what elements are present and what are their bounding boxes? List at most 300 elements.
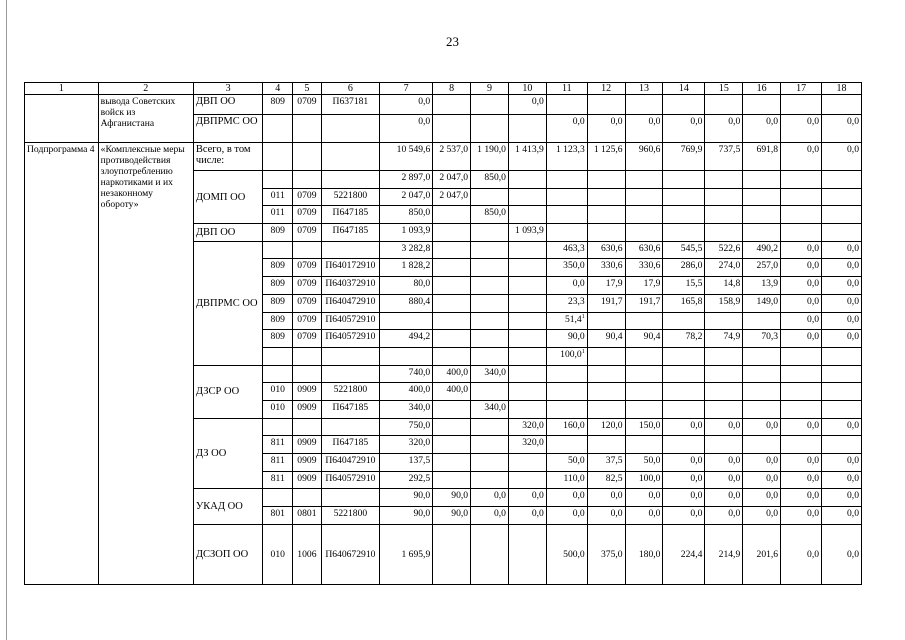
value-cell: 850,0 bbox=[471, 206, 509, 224]
code-cell bbox=[321, 171, 379, 189]
value-cell bbox=[587, 383, 625, 401]
value-cell: 0,0 bbox=[781, 277, 822, 295]
code-cell: 0709 bbox=[293, 206, 322, 224]
code-cell: 5221800 bbox=[321, 383, 379, 401]
value-cell: 150,0 bbox=[625, 418, 663, 436]
value-cell bbox=[508, 115, 546, 143]
value-cell: 0,0 bbox=[587, 115, 625, 143]
value-cell: 0,0 bbox=[781, 241, 822, 259]
empty-cell bbox=[25, 95, 99, 143]
value-cell: 100,0$^1$ bbox=[546, 347, 587, 365]
value-cell: 0,0 bbox=[781, 312, 822, 330]
column-header: 13 bbox=[625, 83, 663, 95]
value-cell: 286,0 bbox=[663, 259, 705, 277]
value-cell bbox=[471, 188, 509, 206]
executor-cell: Всего, в том числе: bbox=[193, 143, 263, 171]
code-cell: 0709 bbox=[293, 330, 322, 348]
value-cell: 320,0 bbox=[508, 436, 546, 454]
value-cell: 0,0 bbox=[663, 454, 705, 472]
value-cell bbox=[587, 365, 625, 383]
value-cell bbox=[822, 95, 862, 115]
code-cell: 0801 bbox=[293, 507, 322, 525]
value-cell bbox=[587, 312, 625, 330]
code-cell: П647185 bbox=[321, 400, 379, 418]
code-cell bbox=[263, 171, 293, 189]
value-cell bbox=[546, 365, 587, 383]
value-cell: 0,0 bbox=[663, 115, 705, 143]
value-cell: 90,0 bbox=[433, 507, 471, 525]
value-cell bbox=[625, 206, 663, 224]
value-cell: 0,0 bbox=[546, 507, 587, 525]
value-cell bbox=[822, 206, 862, 224]
value-cell bbox=[743, 347, 781, 365]
code-cell bbox=[293, 171, 322, 189]
value-cell bbox=[781, 347, 822, 365]
code-cell bbox=[293, 418, 322, 436]
column-header: 5 bbox=[293, 83, 322, 95]
value-cell: 0,0 bbox=[822, 507, 862, 525]
table-row bbox=[25, 143, 862, 171]
code-cell: 801 bbox=[263, 507, 293, 525]
value-cell bbox=[508, 188, 546, 206]
value-cell: 90,0 bbox=[380, 507, 433, 525]
value-cell: 0,0 bbox=[822, 259, 862, 277]
value-cell bbox=[781, 171, 822, 189]
value-cell: 10 549,6 bbox=[380, 143, 433, 171]
value-cell: 0,0 bbox=[705, 454, 743, 472]
value-cell bbox=[471, 277, 509, 295]
value-cell bbox=[625, 365, 663, 383]
value-cell: 330,6 bbox=[587, 259, 625, 277]
value-cell: 78,2 bbox=[663, 330, 705, 348]
value-cell bbox=[471, 224, 509, 242]
value-cell bbox=[625, 224, 663, 242]
value-cell: 23,3 bbox=[546, 294, 587, 312]
code-cell: П640672910 bbox=[321, 524, 379, 584]
code-cell bbox=[293, 489, 322, 507]
value-cell bbox=[705, 95, 743, 115]
value-cell bbox=[705, 383, 743, 401]
value-cell bbox=[625, 171, 663, 189]
value-cell bbox=[587, 188, 625, 206]
code-cell: 0709 bbox=[293, 224, 322, 242]
value-cell: 0,0 bbox=[471, 507, 509, 525]
value-cell: 0,0 bbox=[822, 312, 862, 330]
value-cell: 0,0 bbox=[508, 489, 546, 507]
value-cell bbox=[433, 95, 471, 115]
value-cell: 90,0 bbox=[546, 330, 587, 348]
value-cell bbox=[546, 95, 587, 115]
value-cell: 1 125,6 bbox=[587, 143, 625, 171]
value-cell bbox=[508, 277, 546, 295]
value-cell bbox=[781, 188, 822, 206]
value-cell: 180,0 bbox=[625, 524, 663, 584]
code-cell: 0909 bbox=[293, 471, 322, 489]
value-cell: 50,0 bbox=[625, 454, 663, 472]
value-cell: 330,6 bbox=[625, 259, 663, 277]
code-cell: 0909 bbox=[293, 383, 322, 401]
code-cell bbox=[321, 347, 379, 365]
value-cell: 0,0 bbox=[663, 489, 705, 507]
value-cell bbox=[433, 330, 471, 348]
value-cell bbox=[822, 436, 862, 454]
executor-cell: ДВП ОО bbox=[193, 224, 263, 242]
value-cell bbox=[705, 400, 743, 418]
table-row bbox=[25, 95, 862, 115]
code-cell: П640572910 bbox=[321, 330, 379, 348]
value-cell bbox=[433, 347, 471, 365]
value-cell: 522,6 bbox=[705, 241, 743, 259]
value-cell bbox=[743, 365, 781, 383]
code-cell: 0709 bbox=[293, 259, 322, 277]
value-cell bbox=[471, 347, 509, 365]
value-cell bbox=[822, 400, 862, 418]
value-cell bbox=[433, 471, 471, 489]
value-cell: 0,0 bbox=[663, 471, 705, 489]
value-cell bbox=[663, 383, 705, 401]
value-cell bbox=[663, 171, 705, 189]
value-cell bbox=[433, 241, 471, 259]
value-cell: 0,0 bbox=[781, 115, 822, 143]
value-cell: 0,0 bbox=[471, 489, 509, 507]
value-cell: 0,0 bbox=[822, 241, 862, 259]
subprogram-name: «Комплексные меры противодействия злоупотреблению наркотиками и их незаконному обороту» bbox=[98, 143, 193, 585]
value-cell bbox=[380, 347, 433, 365]
value-cell bbox=[743, 312, 781, 330]
value-cell: 149,0 bbox=[743, 294, 781, 312]
executor-cell: ДЗ ОО bbox=[193, 418, 263, 489]
value-cell bbox=[781, 383, 822, 401]
value-cell: 0,0 bbox=[822, 454, 862, 472]
value-cell bbox=[433, 400, 471, 418]
value-cell: 0,0 bbox=[743, 471, 781, 489]
value-cell bbox=[546, 400, 587, 418]
value-cell: 320,0 bbox=[380, 436, 433, 454]
value-cell: 100,0 bbox=[625, 471, 663, 489]
code-cell: 0709 bbox=[293, 277, 322, 295]
value-cell: 3 282,8 bbox=[380, 241, 433, 259]
value-cell: 0,0 bbox=[822, 294, 862, 312]
code-cell bbox=[293, 347, 322, 365]
value-cell bbox=[781, 224, 822, 242]
value-cell: 2 047,0 bbox=[380, 188, 433, 206]
value-cell bbox=[433, 312, 471, 330]
executor-cell: УКАД ОО bbox=[193, 489, 263, 524]
code-cell bbox=[263, 115, 293, 143]
value-cell bbox=[705, 436, 743, 454]
code-cell: П640172910 bbox=[321, 259, 379, 277]
value-cell bbox=[625, 347, 663, 365]
value-cell bbox=[743, 206, 781, 224]
value-cell bbox=[471, 454, 509, 472]
value-cell: 375,0 bbox=[587, 524, 625, 584]
column-header: 16 bbox=[743, 83, 781, 95]
value-cell bbox=[663, 206, 705, 224]
value-cell: 0,0 bbox=[781, 294, 822, 312]
value-cell: 0,0 bbox=[822, 418, 862, 436]
value-cell bbox=[471, 436, 509, 454]
code-cell bbox=[263, 143, 293, 171]
value-cell: 201,6 bbox=[743, 524, 781, 584]
value-cell: 0,0 bbox=[705, 115, 743, 143]
value-cell bbox=[471, 115, 509, 143]
code-cell bbox=[293, 115, 322, 143]
value-cell: 224,4 bbox=[663, 524, 705, 584]
code-cell: 0709 bbox=[293, 294, 322, 312]
column-header: 15 bbox=[705, 83, 743, 95]
value-cell: 630,6 bbox=[625, 241, 663, 259]
value-cell: 500,0 bbox=[546, 524, 587, 584]
value-cell: 0,0 bbox=[822, 489, 862, 507]
value-cell: 90,0 bbox=[433, 489, 471, 507]
value-cell bbox=[663, 347, 705, 365]
value-cell: 0,0 bbox=[380, 115, 433, 143]
value-cell: 0,0 bbox=[663, 418, 705, 436]
value-cell: 50,0 bbox=[546, 454, 587, 472]
value-cell: 1 413,9 bbox=[508, 143, 546, 171]
value-cell bbox=[546, 224, 587, 242]
value-cell: 51,4$^1$ bbox=[546, 312, 587, 330]
value-cell: 14,8 bbox=[705, 277, 743, 295]
value-cell: 17,9 bbox=[587, 277, 625, 295]
footnote-marker: 1 bbox=[581, 348, 585, 355]
value-cell bbox=[705, 312, 743, 330]
value-cell: 37,5 bbox=[587, 454, 625, 472]
page-number: 23 bbox=[446, 34, 459, 49]
value-cell: 191,7 bbox=[625, 294, 663, 312]
value-cell bbox=[743, 171, 781, 189]
code-cell: 809 bbox=[263, 294, 293, 312]
value-cell bbox=[546, 383, 587, 401]
value-cell: 257,0 bbox=[743, 259, 781, 277]
value-cell bbox=[433, 206, 471, 224]
value-cell: 630,6 bbox=[587, 241, 625, 259]
code-cell: П640472910 bbox=[321, 294, 379, 312]
value-cell: 0,0 bbox=[781, 507, 822, 525]
value-cell bbox=[508, 171, 546, 189]
value-cell: 2 897,0 bbox=[380, 171, 433, 189]
column-header: 9 bbox=[471, 83, 509, 95]
value-cell bbox=[663, 95, 705, 115]
code-cell: П640372910 bbox=[321, 277, 379, 295]
value-cell bbox=[471, 241, 509, 259]
value-cell: 0,0 bbox=[822, 471, 862, 489]
value-cell bbox=[508, 471, 546, 489]
value-cell: 340,0 bbox=[471, 400, 509, 418]
value-cell: 0,0 bbox=[781, 259, 822, 277]
executor-cell: ДСЗОП ОО bbox=[193, 524, 263, 584]
value-cell: 90,0 bbox=[380, 489, 433, 507]
value-cell bbox=[822, 224, 862, 242]
code-cell: 5221800 bbox=[321, 188, 379, 206]
value-cell bbox=[663, 224, 705, 242]
value-cell: 400,0 bbox=[433, 383, 471, 401]
value-cell: 158,9 bbox=[705, 294, 743, 312]
value-cell bbox=[508, 400, 546, 418]
value-cell: 545,5 bbox=[663, 241, 705, 259]
value-cell: 340,0 bbox=[471, 365, 509, 383]
value-cell: 350,0 bbox=[546, 259, 587, 277]
executor-cell: ДВПРМС ОО bbox=[193, 115, 263, 143]
value-cell: 2 047,0 bbox=[433, 188, 471, 206]
code-cell: 010 bbox=[263, 524, 293, 584]
value-cell bbox=[705, 224, 743, 242]
code-cell: 0709 bbox=[293, 188, 322, 206]
value-cell: 0,0 bbox=[625, 115, 663, 143]
executor-cell: ДОМП ОО bbox=[193, 171, 263, 224]
column-header: 7 bbox=[380, 83, 433, 95]
value-cell bbox=[587, 436, 625, 454]
value-cell bbox=[587, 347, 625, 365]
value-cell: 0,0 bbox=[781, 330, 822, 348]
code-cell bbox=[263, 241, 293, 259]
value-cell: 0,0 bbox=[743, 115, 781, 143]
header-row bbox=[25, 83, 862, 95]
code-cell: 811 bbox=[263, 471, 293, 489]
value-cell bbox=[508, 312, 546, 330]
column-header: 18 bbox=[822, 83, 862, 95]
value-cell: 320,0 bbox=[508, 418, 546, 436]
value-cell: 0,0 bbox=[743, 418, 781, 436]
value-cell bbox=[508, 259, 546, 277]
code-cell bbox=[321, 143, 379, 171]
value-cell bbox=[471, 259, 509, 277]
code-cell bbox=[321, 241, 379, 259]
value-cell: 490,2 bbox=[743, 241, 781, 259]
code-cell bbox=[321, 115, 379, 143]
value-cell bbox=[822, 347, 862, 365]
value-cell: 90,4 bbox=[625, 330, 663, 348]
value-cell: 0,0 bbox=[743, 507, 781, 525]
value-cell: 750,0 bbox=[380, 418, 433, 436]
column-header: 6 bbox=[321, 83, 379, 95]
value-cell bbox=[508, 294, 546, 312]
value-cell: 274,0 bbox=[705, 259, 743, 277]
code-cell: 011 bbox=[263, 206, 293, 224]
value-cell: 137,5 bbox=[380, 454, 433, 472]
value-cell: 463,3 bbox=[546, 241, 587, 259]
value-cell bbox=[743, 383, 781, 401]
value-cell bbox=[433, 418, 471, 436]
value-cell bbox=[508, 330, 546, 348]
value-cell: 2 047,0 bbox=[433, 171, 471, 189]
value-cell bbox=[822, 383, 862, 401]
value-cell bbox=[743, 95, 781, 115]
code-cell: 0709 bbox=[293, 95, 322, 115]
value-cell bbox=[508, 347, 546, 365]
value-cell bbox=[471, 383, 509, 401]
value-cell: 0,0 bbox=[705, 471, 743, 489]
value-cell bbox=[705, 365, 743, 383]
value-cell: 1 123,3 bbox=[546, 143, 587, 171]
value-cell bbox=[546, 206, 587, 224]
value-cell: 0,0 bbox=[781, 454, 822, 472]
value-cell: 0,0 bbox=[508, 507, 546, 525]
code-cell bbox=[321, 489, 379, 507]
value-cell bbox=[508, 365, 546, 383]
column-header: 2 bbox=[98, 83, 193, 95]
value-cell: 2 537,0 bbox=[433, 143, 471, 171]
code-cell bbox=[263, 365, 293, 383]
code-cell bbox=[263, 489, 293, 507]
value-cell: 0,0 bbox=[625, 489, 663, 507]
code-cell: П640572910 bbox=[321, 312, 379, 330]
value-cell bbox=[705, 206, 743, 224]
value-cell: 0,0 bbox=[781, 143, 822, 171]
value-cell: 0,0 bbox=[663, 507, 705, 525]
value-cell: 0,0 bbox=[822, 277, 862, 295]
value-cell: 0,0 bbox=[508, 95, 546, 115]
code-cell: П647185 bbox=[321, 436, 379, 454]
value-cell: 691,8 bbox=[743, 143, 781, 171]
value-cell bbox=[508, 206, 546, 224]
value-cell bbox=[433, 436, 471, 454]
value-cell bbox=[663, 436, 705, 454]
subprogram-label: Подпрограмма 4 bbox=[25, 143, 99, 585]
column-header: 10 bbox=[508, 83, 546, 95]
code-cell: 0909 bbox=[293, 454, 322, 472]
value-cell bbox=[663, 312, 705, 330]
value-cell: 13,9 bbox=[743, 277, 781, 295]
value-cell: 0,0 bbox=[587, 507, 625, 525]
value-cell: 0,0 bbox=[781, 418, 822, 436]
value-cell bbox=[705, 347, 743, 365]
value-cell: 160,0 bbox=[546, 418, 587, 436]
code-cell: 809 bbox=[263, 259, 293, 277]
code-cell bbox=[293, 365, 322, 383]
code-cell: 809 bbox=[263, 277, 293, 295]
value-cell bbox=[705, 171, 743, 189]
code-cell: 0709 bbox=[293, 312, 322, 330]
value-cell: 1 695,9 bbox=[380, 524, 433, 584]
value-cell bbox=[822, 188, 862, 206]
value-cell: 0,0 bbox=[587, 489, 625, 507]
column-header: 1 bbox=[25, 83, 99, 95]
value-cell bbox=[471, 95, 509, 115]
value-cell bbox=[781, 400, 822, 418]
value-cell: 120,0 bbox=[587, 418, 625, 436]
code-cell: 010 bbox=[263, 400, 293, 418]
value-cell bbox=[546, 188, 587, 206]
value-cell bbox=[471, 471, 509, 489]
code-cell: 809 bbox=[263, 224, 293, 242]
value-cell: 400,0 bbox=[380, 383, 433, 401]
value-cell: 1 828,2 bbox=[380, 259, 433, 277]
measure-name: вывода Советских войск из Афганистана bbox=[98, 95, 193, 143]
value-cell: 110,0 bbox=[546, 471, 587, 489]
value-cell bbox=[433, 224, 471, 242]
value-cell: 0,0 bbox=[546, 115, 587, 143]
budget-table bbox=[24, 82, 862, 585]
value-cell bbox=[743, 224, 781, 242]
value-cell: 0,0 bbox=[822, 115, 862, 143]
value-cell: 340,0 bbox=[380, 400, 433, 418]
column-header: 3 bbox=[193, 83, 263, 95]
code-cell: 809 bbox=[263, 330, 293, 348]
value-cell bbox=[546, 436, 587, 454]
code-cell: 011 bbox=[263, 188, 293, 206]
value-cell bbox=[743, 188, 781, 206]
value-cell bbox=[625, 188, 663, 206]
value-cell: 0,0 bbox=[380, 95, 433, 115]
value-cell: 0,0 bbox=[781, 489, 822, 507]
value-cell: 70,3 bbox=[743, 330, 781, 348]
value-cell bbox=[663, 400, 705, 418]
value-cell bbox=[663, 188, 705, 206]
code-cell: П647185 bbox=[321, 224, 379, 242]
value-cell bbox=[663, 365, 705, 383]
code-cell: 0909 bbox=[293, 400, 322, 418]
